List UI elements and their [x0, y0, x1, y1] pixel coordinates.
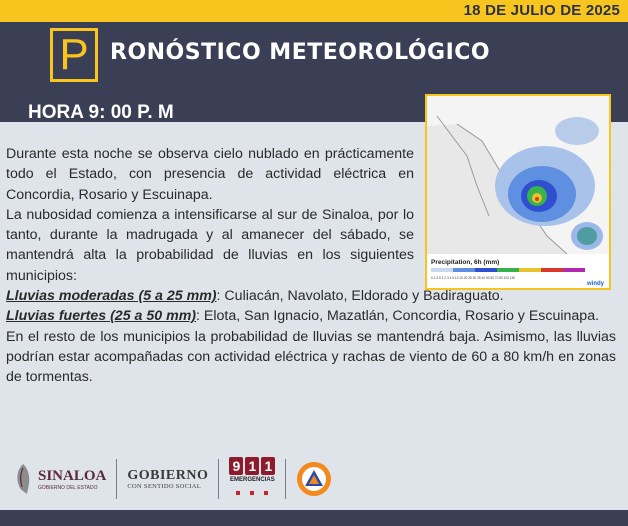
sinaloa-emblem-icon [12, 462, 34, 496]
footer-bar [0, 510, 628, 526]
gobierno-wordmark: GOBIERNO [127, 467, 209, 483]
gobierno-subtitle: CON SENTIDO SOCIAL [127, 482, 202, 490]
paragraph-2: La nubosidad comienza a intensificarse al sur de Sinaloa, por lo tanto, durante la madrugada y al amanecer del sábado, se mantendrá alta la probabilidad de lluvias en los siguientes municipios: [6, 206, 414, 284]
logo-divider [285, 459, 286, 499]
digit-9: 9 [229, 457, 243, 475]
legend-title: Precipitation, 6h (mm) [431, 259, 500, 266]
digit-1: 1 [245, 457, 259, 475]
legend-scale: 0.1 0.5 1 2 3 4 5 10 15 20 25 30 35 40 50 60 70 80 100 150 [431, 276, 516, 280]
moderate-rain-line [6, 286, 616, 306]
digit-1b: 1 [261, 457, 275, 475]
top-bar [0, 0, 628, 22]
forecast-body [6, 144, 616, 388]
gobierno-logo [127, 469, 208, 490]
rain-cell-north [555, 117, 599, 145]
emergency-symbols-icon [232, 490, 272, 496]
strong-rain-label: Lluvias fuertes (25 a 50 mm) [6, 308, 197, 325]
proteccion-civil-seal-icon [296, 461, 332, 497]
logo-divider [218, 459, 219, 499]
footer-logos [12, 456, 332, 502]
sinaloa-logo [12, 462, 106, 496]
windy-logo: windy [587, 281, 605, 287]
page-title: RONÓSTICO METEOROLÓGICO [110, 40, 491, 65]
strong-rain-line [6, 306, 616, 326]
sinaloa-wordmark: SINALOA [38, 467, 107, 484]
emergency-label: EMERGENCIAS [230, 477, 275, 483]
logo-divider [116, 459, 117, 499]
emergency-911-logo [229, 457, 275, 501]
paragraph-1: Durante esta noche se observa cielo nublado en prácticamente todo el Estado, con presencia de actividad eléctrica en Concordia, Rosario y Escuinapa. [6, 146, 414, 203]
title-initial-box: P [50, 28, 98, 82]
moderate-rain-municipalities: : Culiacán, Navolato, Eldorado y Badiraguato. [216, 288, 504, 305]
strong-rain-municipalities: : Elota, San Ignacio, Mazatlán, Concordia, Rosario y Escuinapa. [196, 308, 600, 325]
sinaloa-subtitle: GOBIERNO DEL ESTADO [38, 484, 98, 491]
hour-label: HORA 9: 00 P. M [28, 102, 174, 123]
date-label: 18 DE JULIO DE 2025 [463, 2, 620, 19]
moderate-rain-label: Lluvias moderadas (5 a 25 mm) [6, 288, 217, 305]
paragraph-3: En el resto de los municipios la probabilidad de lluvias se mantendrá baja. Asimismo, las lluvias podrían estar acompañadas con actividad eléctrica y rachas de viento de 60 a 80 km/h en zonas de tormentas. [6, 328, 616, 386]
